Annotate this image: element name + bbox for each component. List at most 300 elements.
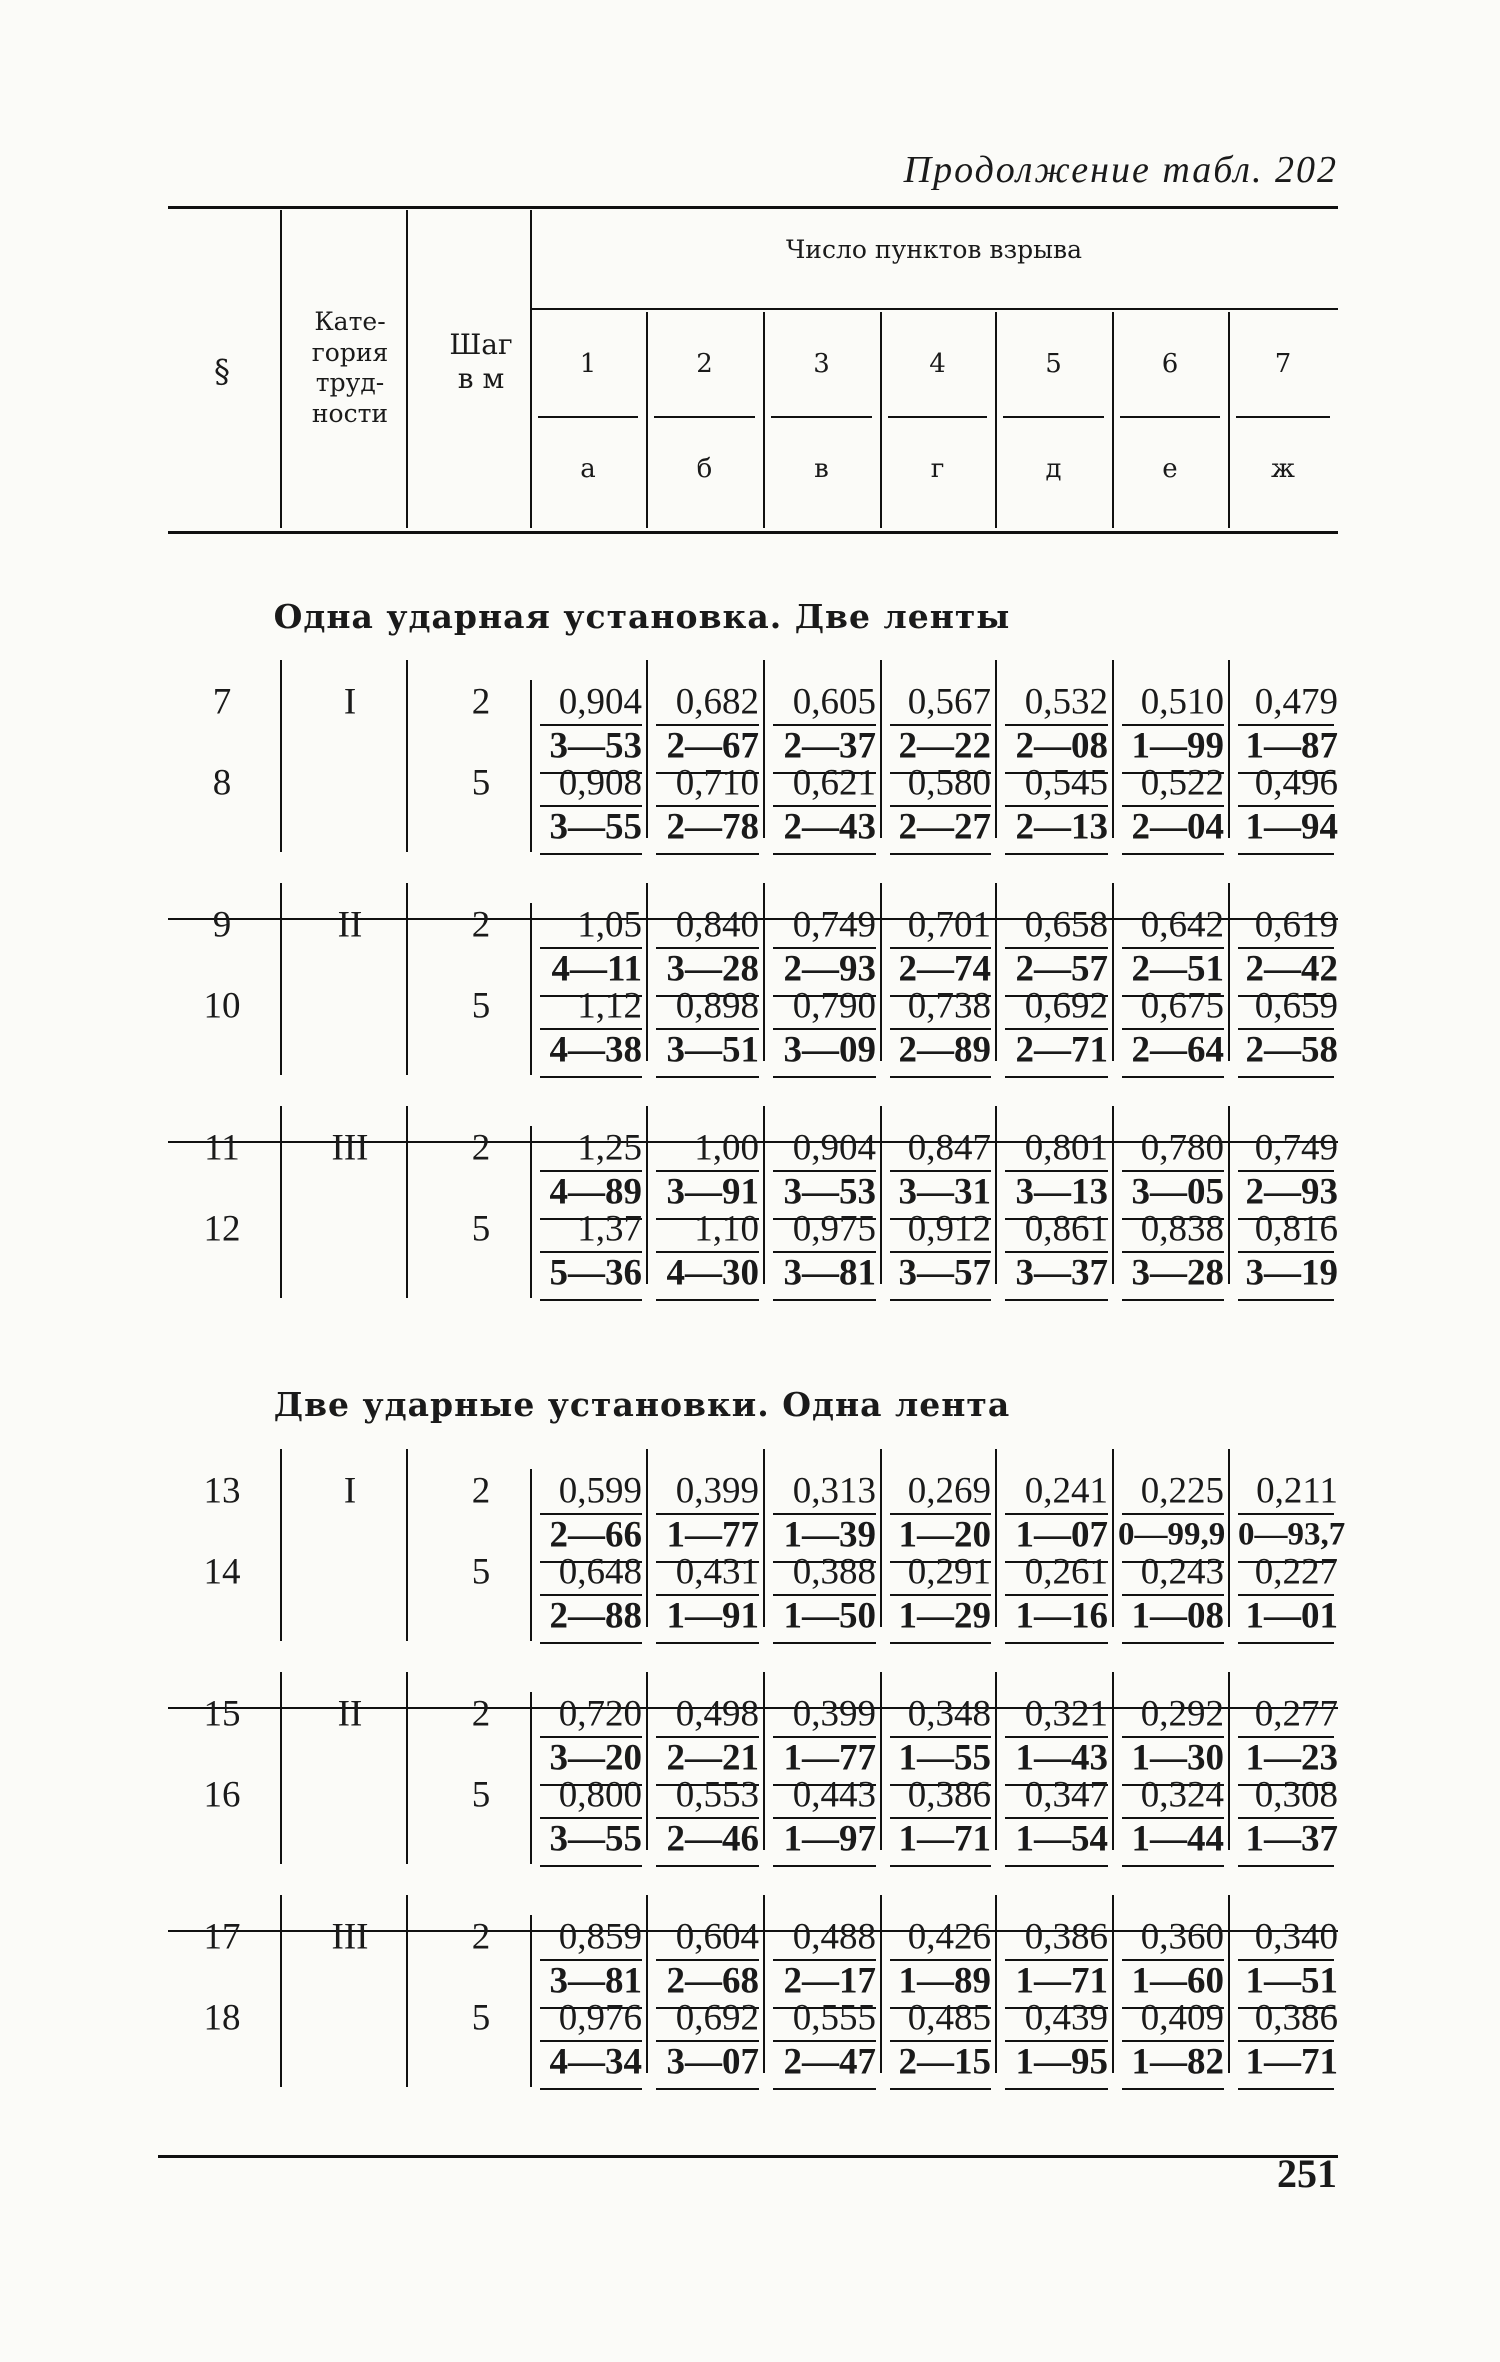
cell-denominator: 1—54 xyxy=(1015,1818,1108,1860)
column-rule xyxy=(646,883,648,1061)
column-rule xyxy=(406,883,408,1075)
cell-value: 0,399 xyxy=(675,1470,759,1512)
column-rule xyxy=(530,903,532,1075)
paragraph-number: 7 xyxy=(212,681,232,723)
cell-denominator: 1—50 xyxy=(783,1595,876,1637)
cell-value: 0,348 xyxy=(907,1693,991,1735)
fraction-bar xyxy=(890,1865,991,1867)
fraction-bar xyxy=(773,2088,876,2090)
cell-denominator: 3—05 xyxy=(1131,1171,1224,1213)
column-rule xyxy=(995,1672,997,1850)
cell-value: 0,904 xyxy=(558,681,642,723)
column-rule xyxy=(280,883,282,1075)
fraction-bar xyxy=(1005,2088,1108,2090)
cell-value: 0,861 xyxy=(1024,1208,1108,1250)
cell-denominator: 2—58 xyxy=(1245,1029,1338,1071)
cell-value: 0,790 xyxy=(792,985,876,1027)
header-top-rule xyxy=(168,206,1338,209)
cell-value: 0,485 xyxy=(907,1997,991,2039)
header-col-rule xyxy=(995,312,997,528)
cell-value: 0,277 xyxy=(1254,1693,1338,1735)
column-rule xyxy=(995,883,997,1061)
cell-denominator: 3—20 xyxy=(549,1737,642,1779)
column-rule xyxy=(646,1106,648,1284)
cell-denominator: 4—38 xyxy=(549,1029,642,1071)
cell-denominator: 2—47 xyxy=(783,2041,876,2083)
cell-value: 0,859 xyxy=(558,1916,642,1958)
category-header-line: гория xyxy=(311,337,389,367)
cell-value: 1,10 xyxy=(694,1208,759,1250)
cell-value: 0,659 xyxy=(1254,985,1338,1027)
header-number-subrule xyxy=(654,416,755,418)
column-rule xyxy=(995,660,997,838)
cell-denominator: 3—19 xyxy=(1245,1252,1338,1294)
cell-denominator: 1—94 xyxy=(1245,806,1338,848)
cell-value: 0,498 xyxy=(675,1693,759,1735)
cell-value: 0,621 xyxy=(792,762,876,804)
header-bottom-rule xyxy=(168,531,1338,534)
cell-value: 0,710 xyxy=(675,762,759,804)
page-number: 251 xyxy=(1277,2151,1337,2196)
cell-value: 0,241 xyxy=(1024,1470,1108,1512)
section-title: Две ударные установки. Одна лента xyxy=(273,1385,1011,1424)
cell-denominator: 3—81 xyxy=(783,1252,876,1294)
cell-denominator: 3—53 xyxy=(549,725,642,767)
paragraph-number: 8 xyxy=(212,762,232,804)
column-letter: е xyxy=(1162,454,1178,485)
column-rule xyxy=(763,1895,765,2073)
cell-denominator: 1—51 xyxy=(1245,1960,1338,2002)
header-col-rule xyxy=(1228,312,1230,528)
cell-denominator: 1—77 xyxy=(666,1514,759,1556)
header-col-rule xyxy=(1112,312,1114,528)
cell-denominator: 1—71 xyxy=(1245,2041,1338,2083)
paragraph-number: 16 xyxy=(203,1774,241,1816)
cell-value: 0,898 xyxy=(675,985,759,1027)
fraction-bar xyxy=(1122,2088,1224,2090)
column-letter: ж xyxy=(1271,454,1295,485)
fraction-bar xyxy=(656,1299,759,1301)
column-rule xyxy=(1228,660,1230,838)
column-rule xyxy=(1112,883,1114,1061)
header-col-rule xyxy=(646,312,648,528)
cell-value: 1,25 xyxy=(577,1127,642,1169)
cell-denominator: 2—57 xyxy=(1015,948,1108,990)
column-number: 4 xyxy=(929,349,946,380)
cell-denominator: 2—88 xyxy=(549,1595,642,1637)
fraction-bar xyxy=(656,853,759,855)
cell-denominator: 3—55 xyxy=(549,1818,642,1860)
fraction-bar xyxy=(1238,2088,1334,2090)
column-rule xyxy=(880,1672,882,1850)
cell-value: 0,701 xyxy=(907,904,991,946)
column-rule xyxy=(530,680,532,852)
fraction-bar xyxy=(656,2088,759,2090)
fraction-bar xyxy=(1238,1865,1334,1867)
cell-denominator: 3—31 xyxy=(898,1171,991,1213)
paragraph-number: 14 xyxy=(203,1551,241,1593)
cell-value: 0,399 xyxy=(792,1693,876,1735)
cell-denominator: 2—67 xyxy=(666,725,759,767)
cell-value: 0,648 xyxy=(558,1551,642,1593)
cell-value: 0,308 xyxy=(1254,1774,1338,1816)
cell-denominator: 3—81 xyxy=(549,1960,642,2002)
cell-denominator: 2—71 xyxy=(1015,1029,1108,1071)
paragraph-number: 12 xyxy=(203,1208,241,1250)
column-rule xyxy=(763,660,765,838)
cell-denominator: 2—68 xyxy=(666,1960,759,2002)
cell-denominator: 2—64 xyxy=(1131,1029,1224,1071)
column-rule xyxy=(646,1449,648,1627)
cell-denominator: 2—04 xyxy=(1131,806,1224,848)
cell-value: 0,388 xyxy=(792,1551,876,1593)
cell-value: 0,675 xyxy=(1140,985,1224,1027)
cell-value: 0,321 xyxy=(1024,1693,1108,1735)
column-rule xyxy=(406,1672,408,1864)
fraction-bar xyxy=(890,2088,991,2090)
cell-value: 0,426 xyxy=(907,1916,991,1958)
column-number: 7 xyxy=(1274,349,1292,380)
paragraph-number: 9 xyxy=(212,904,232,946)
fraction-bar xyxy=(656,1076,759,1078)
cell-denominator: 2—21 xyxy=(666,1737,759,1779)
cell-value: 0,510 xyxy=(1140,681,1224,723)
header-subrule xyxy=(530,308,1338,310)
cell-denominator: 2—43 xyxy=(783,806,876,848)
cell-denominator: 3—55 xyxy=(549,806,642,848)
column-rule xyxy=(763,1106,765,1284)
column-rule xyxy=(1228,1672,1230,1850)
cell-denominator: 1—60 xyxy=(1131,1960,1224,2002)
paragraph-number: 18 xyxy=(203,1997,241,2039)
cell-denominator: 4—11 xyxy=(551,948,642,990)
cell-value: 0,780 xyxy=(1140,1127,1224,1169)
step-value: 2 xyxy=(471,681,491,723)
cell-value: 0,800 xyxy=(558,1774,642,1816)
column-rule xyxy=(646,1672,648,1850)
header-col-rule xyxy=(530,210,532,528)
column-rule xyxy=(763,883,765,1061)
cell-value: 0,580 xyxy=(907,762,991,804)
cell-denominator: 3—57 xyxy=(898,1252,991,1294)
cell-denominator: 1—71 xyxy=(1015,1960,1108,2002)
fraction-bar xyxy=(540,853,642,855)
step-value: 2 xyxy=(471,1693,491,1735)
fraction-bar xyxy=(773,853,876,855)
category-value: I xyxy=(343,681,357,723)
fraction-bar xyxy=(1122,1513,1224,1515)
step-value: 5 xyxy=(471,1774,491,1816)
cell-denominator: 2—89 xyxy=(898,1029,991,1071)
column-rule xyxy=(995,1895,997,2073)
cell-denominator: 2—93 xyxy=(783,948,876,990)
cell-denominator: 1—23 xyxy=(1245,1737,1338,1779)
cell-value: 0,605 xyxy=(792,681,876,723)
column-letter: а xyxy=(580,454,596,485)
fraction-bar xyxy=(773,1642,876,1644)
cell-value: 0,567 xyxy=(907,681,991,723)
cell-value: 0,227 xyxy=(1254,1551,1338,1593)
fraction-bar xyxy=(1005,1865,1108,1867)
column-letter: в xyxy=(814,454,829,485)
fraction-bar xyxy=(773,1299,876,1301)
cell-denominator: 1—87 xyxy=(1245,725,1338,767)
cell-value: 0,409 xyxy=(1140,1997,1224,2039)
cell-value: 0,324 xyxy=(1140,1774,1224,1816)
fraction-bar xyxy=(1005,1642,1108,1644)
column-rule xyxy=(880,1106,882,1284)
cell-value: 0,431 xyxy=(675,1551,759,1593)
fraction-bar xyxy=(1238,1299,1334,1301)
cell-value: 0,479 xyxy=(1254,681,1338,723)
cell-value: 0,496 xyxy=(1254,762,1338,804)
cell-value: 0,908 xyxy=(558,762,642,804)
fraction-bar xyxy=(1005,1076,1108,1078)
cell-denominator: 2—74 xyxy=(898,948,991,990)
column-rule xyxy=(280,1106,282,1298)
column-rule xyxy=(406,1449,408,1641)
cell-denominator: 1—29 xyxy=(898,1595,991,1637)
column-number: 3 xyxy=(813,349,830,380)
column-rule xyxy=(280,1672,282,1864)
cell-denominator: 1—95 xyxy=(1015,2041,1108,2083)
paragraph-number: 17 xyxy=(203,1916,241,1958)
cell-value: 0,225 xyxy=(1140,1470,1224,1512)
fraction-bar xyxy=(540,1299,642,1301)
points-count-title: Число пунктов взрыва xyxy=(785,234,1083,264)
cell-value: 0,749 xyxy=(1254,1127,1338,1169)
cell-value: 0,211 xyxy=(1256,1470,1338,1512)
cell-value: 0,313 xyxy=(792,1470,876,1512)
cell-value: 0,619 xyxy=(1254,904,1338,946)
step-header-line: в м xyxy=(457,362,505,395)
cell-value: 0,488 xyxy=(792,1916,876,1958)
column-rule xyxy=(406,660,408,852)
column-rule xyxy=(646,1895,648,2073)
header-col-rule xyxy=(280,210,282,528)
column-rule xyxy=(1228,1106,1230,1284)
column-rule xyxy=(880,1895,882,2073)
cell-denominator: 1—82 xyxy=(1131,2041,1224,2083)
column-rule xyxy=(280,660,282,852)
cell-value: 1,05 xyxy=(577,904,642,946)
cell-value: 0,532 xyxy=(1024,681,1108,723)
fraction-bar xyxy=(540,2088,642,2090)
cell-value: 0,340 xyxy=(1254,1916,1338,1958)
cell-denominator: 1—91 xyxy=(666,1595,759,1637)
cell-value: 0,838 xyxy=(1140,1208,1224,1250)
step-value: 2 xyxy=(471,1470,491,1512)
cell-denominator: 1—97 xyxy=(783,1818,876,1860)
cell-denominator: 0—99,9 xyxy=(1118,1516,1226,1553)
category-value: II xyxy=(337,1693,363,1735)
fraction-bar xyxy=(540,1076,642,1078)
column-rule xyxy=(880,1449,882,1627)
column-rule xyxy=(1228,1449,1230,1627)
cell-denominator: 1—08 xyxy=(1131,1595,1224,1637)
fraction-bar xyxy=(1122,1865,1224,1867)
column-rule xyxy=(1112,1449,1114,1627)
cell-denominator: 3—91 xyxy=(666,1171,759,1213)
cell-denominator: 0—93,7 xyxy=(1238,1516,1346,1553)
cell-denominator: 1—16 xyxy=(1015,1595,1108,1637)
cell-denominator: 1—71 xyxy=(898,1818,991,1860)
cell-value: 0,243 xyxy=(1140,1551,1224,1593)
category-header xyxy=(312,307,389,429)
section-title: Одна ударная установка. Две ленты xyxy=(273,597,1011,636)
fraction-bar xyxy=(1238,1513,1334,1515)
cell-value: 1,37 xyxy=(577,1208,642,1250)
column-rule xyxy=(406,1106,408,1298)
cell-denominator: 1—20 xyxy=(898,1514,991,1556)
step-value: 5 xyxy=(471,1208,491,1250)
cell-denominator: 3—09 xyxy=(783,1029,876,1071)
fraction-bar xyxy=(540,1865,642,1867)
cell-value: 0,604 xyxy=(675,1916,759,1958)
cell-denominator: 1—99 xyxy=(1131,725,1224,767)
cell-denominator: 1—30 xyxy=(1131,1737,1224,1779)
column-rule xyxy=(280,1449,282,1641)
cell-value: 0,738 xyxy=(907,985,991,1027)
step-header xyxy=(449,328,512,396)
column-rule xyxy=(1112,1672,1114,1850)
cell-denominator: 1—43 xyxy=(1015,1737,1108,1779)
cell-value: 0,840 xyxy=(675,904,759,946)
cell-denominator: 2—13 xyxy=(1015,806,1108,848)
column-rule xyxy=(280,1895,282,2087)
column-rule xyxy=(995,1449,997,1627)
fraction-bar xyxy=(656,1642,759,1644)
cell-denominator: 2—22 xyxy=(898,725,991,767)
cell-denominator: 3—37 xyxy=(1015,1252,1108,1294)
header-number-subrule xyxy=(1120,416,1220,418)
step-value: 5 xyxy=(471,985,491,1027)
cell-value: 0,291 xyxy=(907,1551,991,1593)
paragraph-number: 15 xyxy=(203,1693,241,1735)
column-rule xyxy=(995,1106,997,1284)
cell-denominator: 3—53 xyxy=(783,1171,876,1213)
header-number-subrule xyxy=(888,416,987,418)
cell-denominator: 3—13 xyxy=(1015,1171,1108,1213)
cell-value: 0,749 xyxy=(792,904,876,946)
column-rule xyxy=(530,1469,532,1641)
step-value: 2 xyxy=(471,1127,491,1169)
column-number: 2 xyxy=(696,349,713,380)
cell-denominator: 5—36 xyxy=(549,1252,642,1294)
cell-denominator: 3—07 xyxy=(666,2041,759,2083)
fraction-bar xyxy=(773,1865,876,1867)
cell-denominator: 3—28 xyxy=(666,948,759,990)
header-number-subrule xyxy=(1003,416,1104,418)
column-rule xyxy=(530,1915,532,2087)
cell-denominator: 1—07 xyxy=(1015,1514,1108,1556)
cell-value: 0,545 xyxy=(1024,762,1108,804)
cell-value: 0,386 xyxy=(1254,1997,1338,2039)
column-letter: б xyxy=(696,454,713,485)
category-value: I xyxy=(343,1470,357,1512)
cell-value: 0,261 xyxy=(1024,1551,1108,1593)
column-rule xyxy=(1112,1895,1114,2073)
cell-denominator: 1—39 xyxy=(783,1514,876,1556)
column-letter: д xyxy=(1045,454,1062,485)
fraction-bar xyxy=(890,1642,991,1644)
category-header-line: труд- xyxy=(315,368,385,397)
cell-value: 0,692 xyxy=(1024,985,1108,1027)
cell-value: 0,269 xyxy=(907,1470,991,1512)
fraction-bar xyxy=(890,1299,991,1301)
cell-denominator: 1—37 xyxy=(1245,1818,1338,1860)
fraction-bar xyxy=(773,1076,876,1078)
step-value: 5 xyxy=(471,1551,491,1593)
cell-denominator: 2—37 xyxy=(783,725,876,767)
column-number: 5 xyxy=(1045,349,1062,380)
category-value: II xyxy=(337,904,363,946)
cell-value: 0,347 xyxy=(1024,1774,1108,1816)
cell-value: 0,443 xyxy=(792,1774,876,1816)
column-rule xyxy=(880,883,882,1061)
cell-denominator: 1—44 xyxy=(1131,1818,1224,1860)
cell-denominator: 3—51 xyxy=(666,1029,759,1071)
cell-value: 1,00 xyxy=(694,1127,759,1169)
column-rule xyxy=(880,660,882,838)
cell-value: 0,553 xyxy=(675,1774,759,1816)
cell-value: 1,12 xyxy=(577,985,642,1027)
category-header-line: ности xyxy=(311,398,389,428)
fraction-bar xyxy=(540,1642,642,1644)
cell-value: 0,555 xyxy=(792,1997,876,2039)
cell-value: 0,658 xyxy=(1024,904,1108,946)
fraction-bar xyxy=(890,853,991,855)
step-value: 2 xyxy=(471,1916,491,1958)
cell-value: 0,642 xyxy=(1140,904,1224,946)
cell-denominator: 4—34 xyxy=(549,2041,642,2083)
cell-denominator: 2—15 xyxy=(898,2041,991,2083)
cell-value: 0,522 xyxy=(1140,762,1224,804)
column-rule xyxy=(646,660,648,838)
cell-denominator: 4—89 xyxy=(549,1171,642,1213)
paragraph-number: 13 xyxy=(203,1470,241,1512)
header-number-subrule xyxy=(771,416,872,418)
cell-denominator: 2—17 xyxy=(783,1960,876,2002)
cell-value: 0,847 xyxy=(907,1127,991,1169)
cell-denominator: 2—42 xyxy=(1245,948,1338,990)
column-rule xyxy=(406,1895,408,2087)
column-rule xyxy=(1228,1895,1230,2073)
cell-denominator: 1—77 xyxy=(783,1737,876,1779)
cell-denominator: 3—28 xyxy=(1131,1252,1224,1294)
fraction-bar xyxy=(1005,853,1108,855)
column-number: 1 xyxy=(579,349,597,380)
fraction-bar xyxy=(1122,1299,1224,1301)
cell-denominator: 2—78 xyxy=(666,806,759,848)
cell-value: 0,360 xyxy=(1140,1916,1224,1958)
cell-value: 0,912 xyxy=(907,1208,991,1250)
paragraph-number: 11 xyxy=(204,1127,240,1169)
cell-value: 0,599 xyxy=(558,1470,642,1512)
column-rule xyxy=(1228,883,1230,1061)
fraction-bar xyxy=(1122,1642,1224,1644)
header-col-rule xyxy=(763,312,765,528)
column-rule xyxy=(530,1692,532,1864)
category-value: III xyxy=(331,1127,369,1169)
column-rule xyxy=(763,1449,765,1627)
cell-value: 0,386 xyxy=(1024,1916,1108,1958)
cell-denominator: 1—89 xyxy=(898,1960,991,2002)
cell-value: 0,439 xyxy=(1024,1997,1108,2039)
cell-denominator: 2—08 xyxy=(1015,725,1108,767)
paragraph-number: 10 xyxy=(203,985,241,1027)
cell-value: 0,801 xyxy=(1024,1127,1108,1169)
